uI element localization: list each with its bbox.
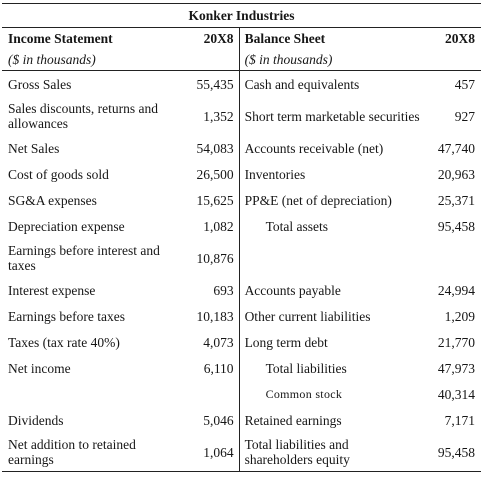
balance-label: Retained earnings	[244, 412, 342, 428]
income-value: 10,876	[184, 239, 239, 277]
income-year-header: 20X8	[184, 28, 239, 50]
balance-value: 95,458	[420, 433, 481, 472]
balance-label: Inventories	[244, 166, 306, 182]
balance-label	[239, 239, 420, 277]
balance-value: 21,770	[437, 334, 475, 350]
table-row	[2, 329, 481, 355]
balance-value: 25,371	[437, 192, 475, 208]
income-value: 4,073	[184, 329, 239, 355]
units-row	[2, 49, 481, 71]
title-row	[2, 4, 481, 28]
income-value: 10,183	[184, 303, 239, 329]
balance-label: Other current liabilities	[244, 308, 371, 324]
balance-label: Total assets	[265, 218, 328, 234]
table-row	[2, 187, 481, 213]
income-label: Net Sales	[8, 140, 60, 156]
balance-value: 20,963	[437, 166, 475, 182]
income-value: 1,082	[184, 213, 239, 239]
balance-value: 47,973	[437, 360, 475, 376]
income-label: Net addition to retained earnings	[2, 433, 184, 472]
income-value: 6,110	[184, 355, 239, 381]
balance-value: 95,458	[437, 218, 475, 234]
balance-value: 24,994	[437, 282, 475, 298]
income-value: 55,435	[184, 71, 239, 98]
balance-label: Long term debt	[244, 334, 328, 350]
balance-label: Short term marketable securities	[244, 108, 420, 124]
table-row	[2, 135, 481, 161]
balance-label: Total liabilities	[265, 360, 347, 376]
income-value	[184, 381, 239, 407]
income-value: 5,046	[184, 407, 239, 433]
income-label: Earnings before interest and taxes	[8, 243, 160, 273]
table-row	[2, 303, 481, 329]
income-label: Interest expense	[8, 282, 96, 298]
table-row	[2, 161, 481, 187]
balance-label: Accounts payable	[244, 282, 341, 298]
income-label: Depreciation expense	[8, 218, 125, 234]
balance-value: 457	[454, 76, 475, 92]
income-value: 1,352	[184, 97, 239, 135]
income-statement-header: Income Statement	[2, 28, 184, 50]
balance-label: PP&E (net of depreciation)	[244, 192, 392, 208]
balance-units: ($ in thousands)	[239, 49, 420, 71]
header-row	[2, 28, 481, 50]
income-value: 26,500	[184, 161, 239, 187]
income-value: 15,625	[184, 187, 239, 213]
table-row	[2, 407, 481, 433]
balance-year-header: 20X8	[420, 28, 481, 50]
income-label: Taxes (tax rate 40%)	[8, 334, 120, 350]
balance-value: 7,171	[444, 412, 475, 428]
income-label	[2, 381, 184, 407]
income-units: ($ in thousands)	[2, 49, 184, 71]
table-row	[2, 355, 481, 381]
balance-value	[420, 239, 481, 277]
table-row	[2, 239, 481, 277]
income-label: Cost of goods sold	[8, 166, 109, 182]
income-label: SG&A expenses	[8, 192, 97, 208]
table-row	[2, 381, 481, 407]
company-title: Konker Industries	[2, 4, 481, 28]
table-row	[2, 277, 481, 303]
table-row	[2, 433, 481, 472]
balance-label: Accounts receivable (net)	[244, 140, 384, 156]
table-row	[2, 213, 481, 239]
income-label: Net income	[8, 360, 71, 376]
income-value: 54,083	[184, 135, 239, 161]
income-value: 693	[184, 277, 239, 303]
balance-value: 927	[454, 108, 475, 124]
balance-sheet-header: Balance Sheet	[239, 28, 420, 50]
balance-value: 1,209	[444, 308, 475, 324]
financial-table	[2, 3, 481, 472]
income-label: Gross Sales	[8, 76, 72, 92]
balance-value: 40,314	[437, 386, 475, 402]
balance-label: Cash and equivalents	[244, 76, 360, 92]
balance-label: Total liabilities and shareholders equity	[239, 433, 420, 472]
income-value: 1,064	[184, 433, 239, 472]
table-row	[2, 71, 481, 98]
balance-value: 47,740	[437, 140, 475, 156]
income-label: Sales discounts, returns and allowances	[8, 101, 158, 131]
balance-label: Common stock	[265, 386, 343, 401]
income-label: Dividends	[8, 412, 64, 428]
income-label: Earnings before taxes	[8, 308, 125, 324]
table-row	[2, 97, 481, 135]
